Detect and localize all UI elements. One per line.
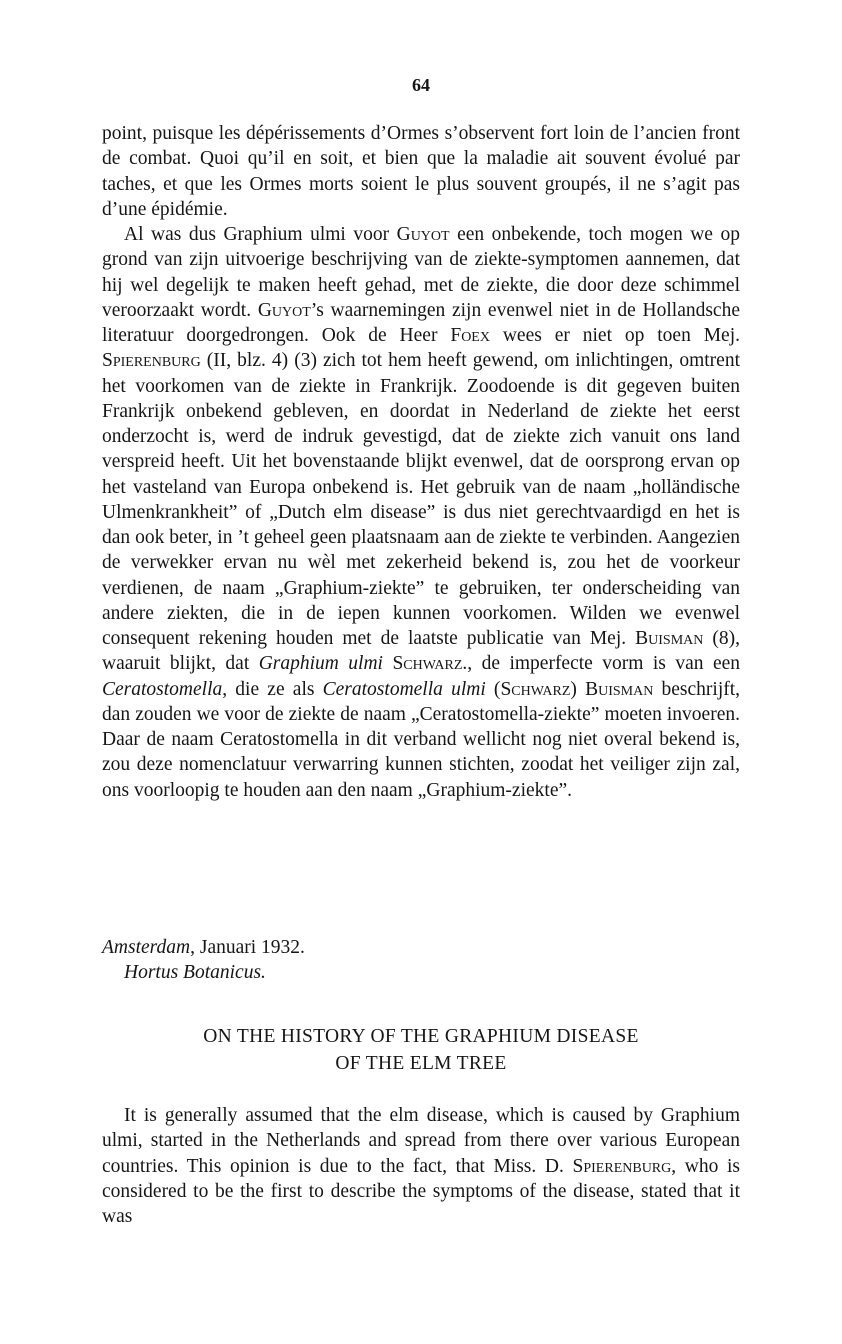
text-run: ( — [485, 678, 501, 700]
species-name: Graphium ulmi — [258, 653, 383, 675]
author-name-buisman: Buisman — [585, 678, 654, 700]
author-name-foex: Foex — [450, 325, 490, 346]
english-paragraph — [102, 1103, 740, 1229]
dutch-paragraph — [102, 222, 740, 803]
text-run: ’s waarnemingen zijn evenwel niet in de Hollandsche literatuur doorgedrongen. Ook de Heer — [102, 299, 740, 346]
text-run: ) — [570, 678, 586, 700]
signoff-institution: Hortus Botanicus. — [124, 962, 266, 983]
heading-line: OF THE ELM TREE — [335, 1053, 507, 1074]
text-run: , die ze als — [222, 678, 323, 700]
text-run: wees er niet op toen Mej. — [489, 325, 740, 346]
author-name-spierenburg: Spierenburg — [572, 1155, 672, 1177]
text-run: Al was dus Graphium ulmi voor — [124, 224, 397, 245]
author-name-guyot: Guyot — [257, 299, 311, 321]
main-text-block — [102, 121, 740, 803]
text-run: (8), waaruit blijkt, dat — [102, 628, 740, 675]
author-name-schwarz: Schwarz — [392, 653, 463, 675]
heading-line: ON THE HISTORY OF THE GRAPHIUM DISEASE — [203, 1026, 639, 1047]
text-run: , who is considered to be the first to describe the symptoms of the disease, stated that it was — [102, 1155, 741, 1227]
french-paragraph: point, puisque les dépérissements d’Ormes s’observent fort loin de l’ancien front de combat. Quoi qu’il en soit, et bien que la maladie ait souvent évolué par taches, et que les Ormes morts soient le plus souvent groupés, il ne s’agit pas d’une épidémie. — [102, 123, 740, 220]
author-name-buisman: Buisman — [635, 628, 704, 649]
page-number: 64 — [412, 75, 430, 95]
signoff-date: , Januari 1932. — [190, 937, 305, 958]
text-run: een onbekende, toch mogen we op grond van zijn uitvoerige beschrijving van de ziekte-symptomen aannemen, dat hij wel degelijk te maken heeft gehad, met de ziekte, die door deze schimmel veroorzaakt wordt. — [102, 224, 740, 321]
author-name-spierenburg: Spierenburg — [102, 350, 201, 372]
text-run: It is generally assumed that the elm disease, which is caused by Graphium ulmi, started in the Netherlands and spread from there over various European countries. This opinion is due to the fact, that Miss. D. — [102, 1105, 740, 1177]
author-name-guyot: Guyot — [396, 224, 450, 245]
species-name: Ceratostomella ulmi — [322, 678, 486, 700]
text-run: beschrijft, dan zouden we voor de ziekte de naam „Ceratostomella-ziekte” moeten invoeren. Daar de naam Ceratostomella in dit verband wellicht nog niet overal bekend is, zou deze nomenclatuur verwarring kunnen stichten, zoodat het veiliger zijn zal, ons voorloopig te houden aan den naam „Graphium-ziekte”. — [102, 678, 741, 801]
text-run: (II, blz. 4) (3) zich tot hem heeft gewend, om inlichtingen, omtrent het voorkomen van de ziekte in Frankrijk. Zoodoende is dit gegeven buiten Frankrijk onbekend gebleven, en doordat in Nederland de ziekte het eerst onderzocht is, werd de indruk gevestigd, dat de ziekte zich vanuit ons land verspreid heeft. Uit het bovenstaande blijkt evenwel, dat de oorsprong ervan op het vasteland van Europa onbekend is. Het gebruik van de naam „holländische Ulmenkrankheit” of „Dutch elm disease” is dus niet gerechtvaardigd en het is dan ook beter, in ’t geheel geen plaatsnaam aan de ziekte te verbinden. Aangezien de verwekker ervan nu wèl met zekerheid bekend is, zou het de voorkeur verdienen, de naam „Graphium-ziekte” te gebruiken, ter onderscheiding van andere ziekten, die in de iepen kunnen voorkomen. Wilden we evenwel consequent rekening houden met de laatste publicatie van Mej. — [102, 350, 740, 649]
author-name-schwarz: Schwarz — [500, 678, 571, 700]
section-heading — [102, 1023, 740, 1077]
genus-name: Ceratostomella — [102, 678, 223, 700]
signoff — [102, 935, 740, 985]
signoff-city: Amsterdam — [102, 937, 191, 958]
text-run: ., de imperfecte vorm is van een — [462, 653, 740, 675]
signoff-place-date — [102, 935, 740, 960]
